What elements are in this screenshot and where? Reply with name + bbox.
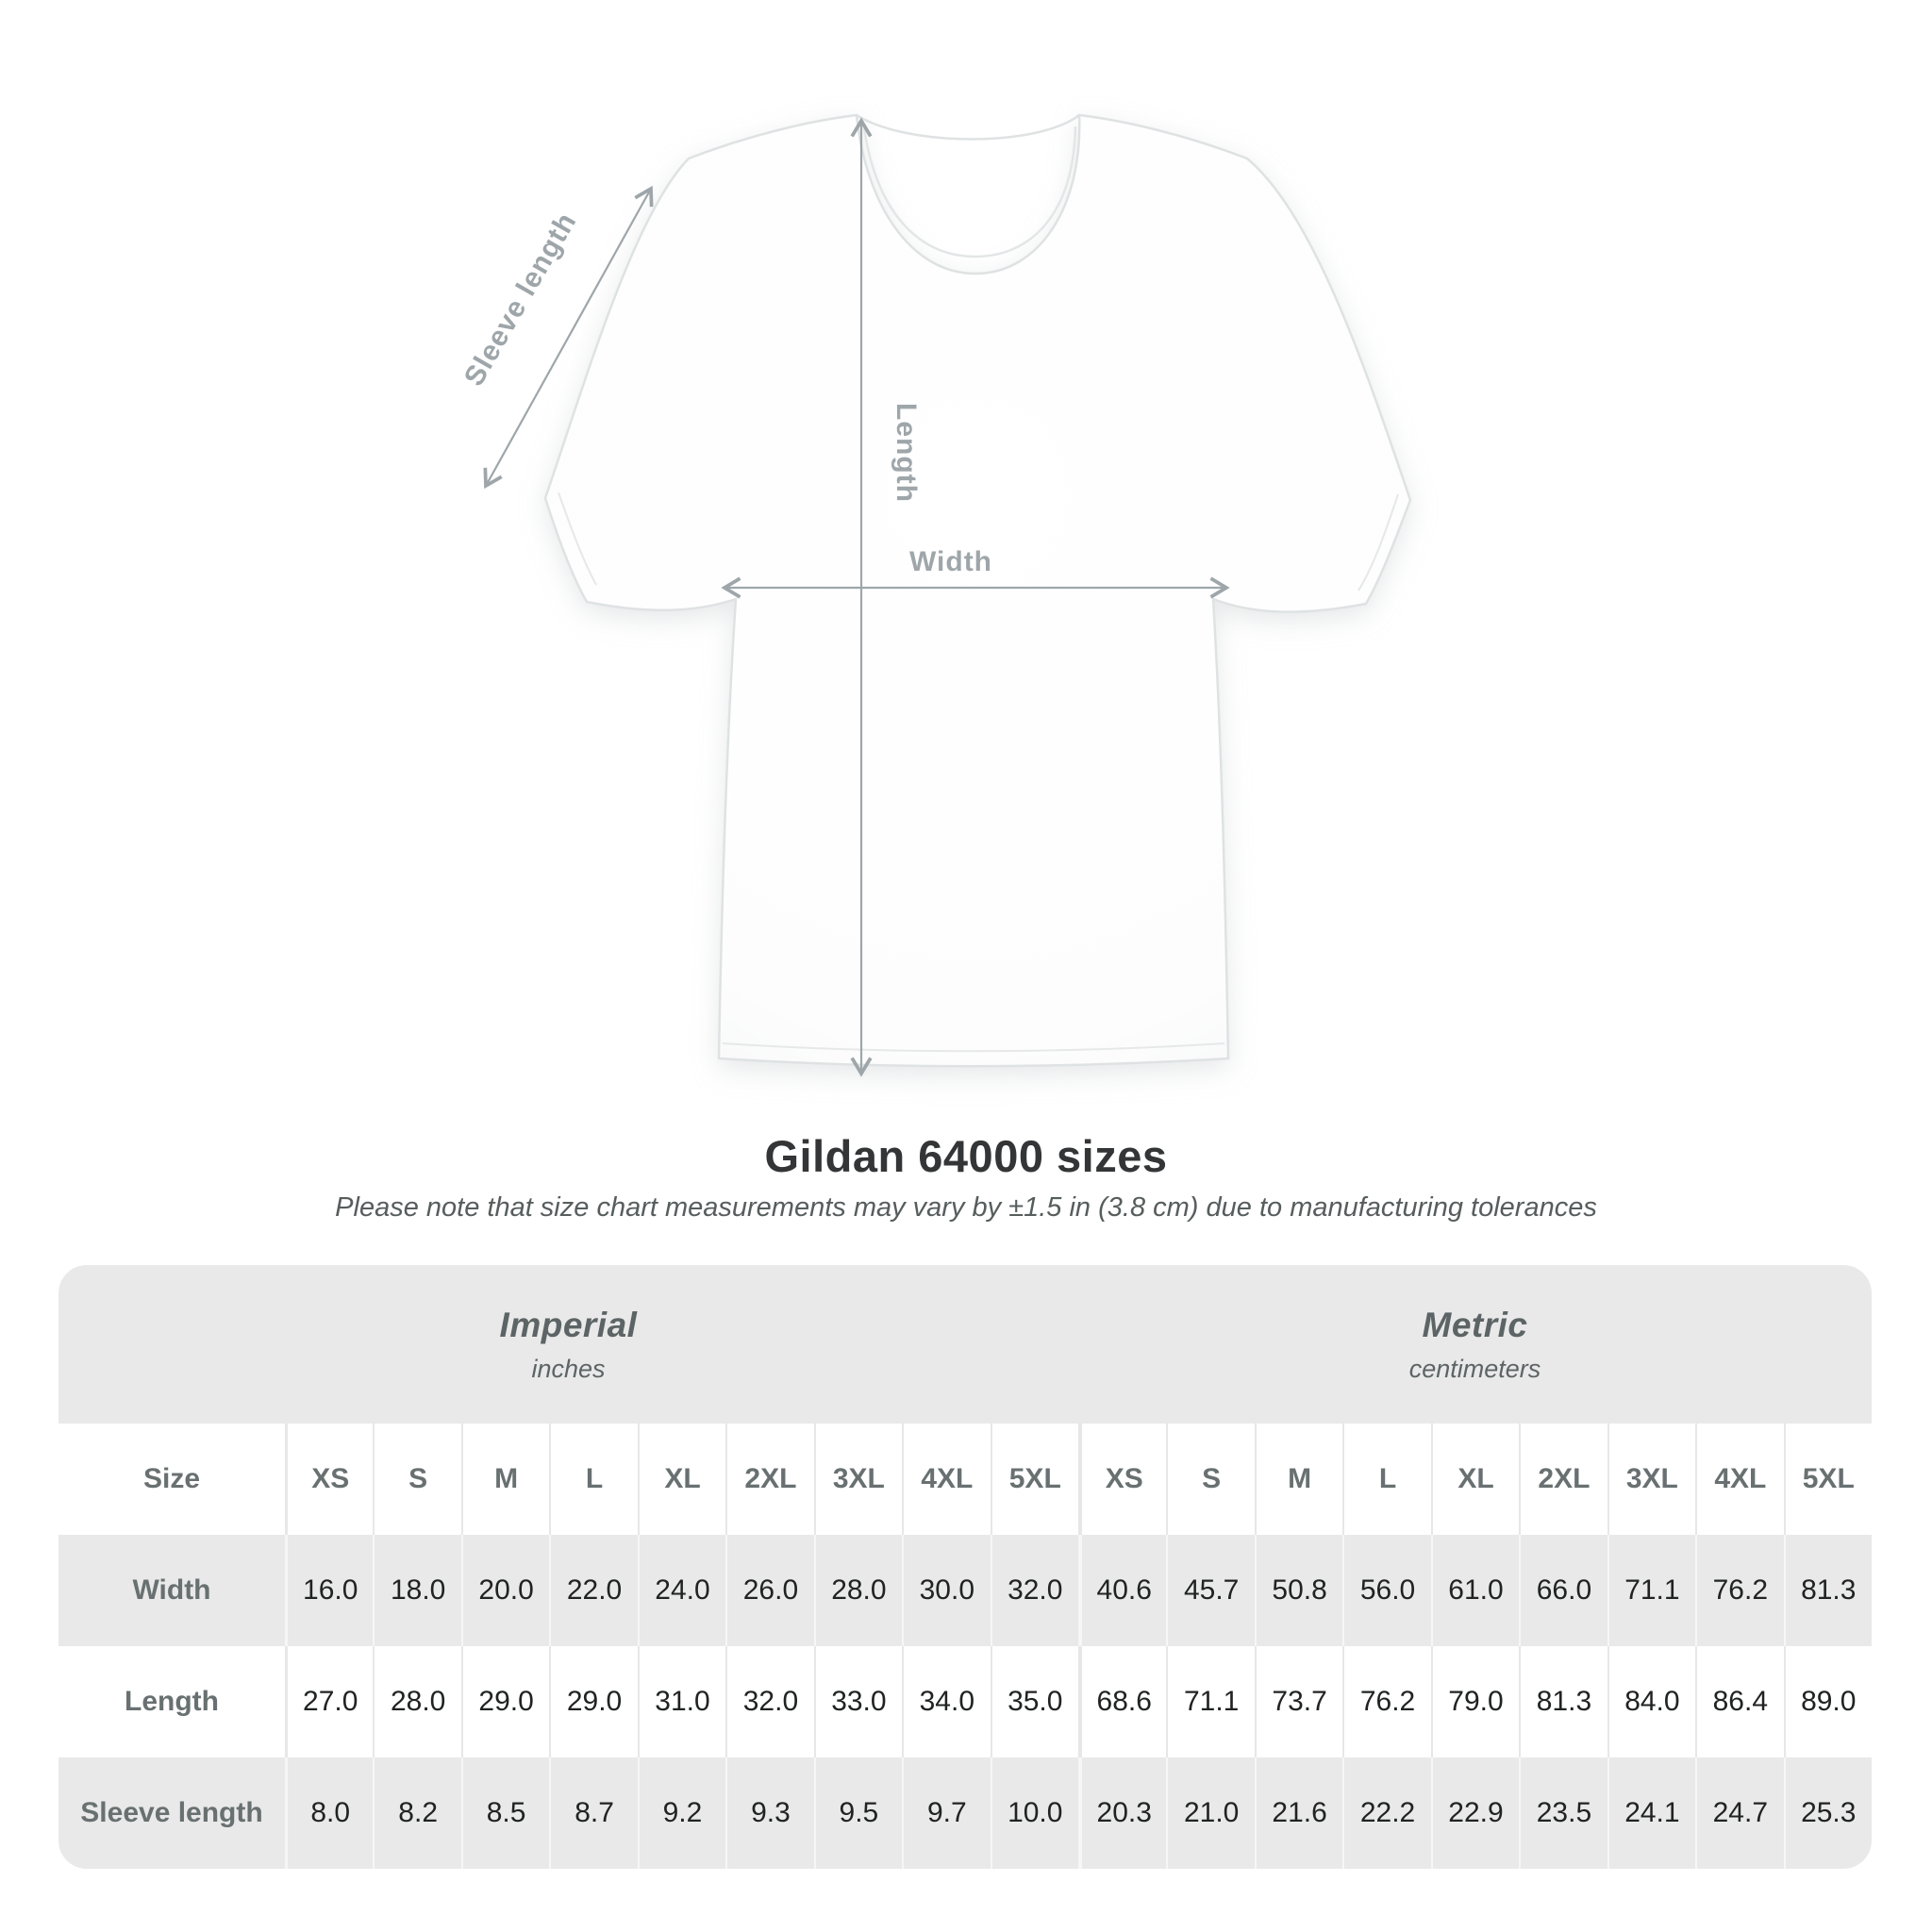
table-cell: 81.3 bbox=[1519, 1646, 1607, 1757]
unit-header-imperial bbox=[58, 1265, 1078, 1424]
table-cell: 68.6 bbox=[1078, 1646, 1166, 1757]
table-cell: 22.0 bbox=[549, 1535, 637, 1646]
table-cell: 29.0 bbox=[549, 1646, 637, 1757]
table-cell: 8.7 bbox=[549, 1757, 637, 1869]
table-cell: 35.0 bbox=[991, 1646, 1078, 1757]
table-cell: XL bbox=[1431, 1424, 1519, 1535]
table-cell: 73.7 bbox=[1255, 1646, 1342, 1757]
table-cell: 24.1 bbox=[1607, 1757, 1695, 1869]
table-cell: 24.7 bbox=[1695, 1757, 1783, 1869]
table-cell: 26.0 bbox=[725, 1535, 813, 1646]
tshirt-diagram bbox=[377, 57, 1557, 1113]
collar-back-line bbox=[857, 115, 1079, 140]
tshirt-shape bbox=[545, 115, 1410, 1066]
table-cell: 30.0 bbox=[902, 1535, 990, 1646]
table-row-length bbox=[58, 1646, 1872, 1757]
size-table bbox=[58, 1265, 1872, 1869]
table-cell: 2XL bbox=[1519, 1424, 1607, 1535]
tolerance-note: Please note that size chart measurements may vary by ±1.5 in (3.8 cm) due to manufacturing tolerances bbox=[335, 1192, 1597, 1223]
sleeve-length-label: Sleeve length bbox=[458, 207, 583, 391]
table-cell: 22.2 bbox=[1342, 1757, 1430, 1869]
table-cell: 32.0 bbox=[725, 1646, 813, 1757]
table-cell: 8.2 bbox=[373, 1757, 460, 1869]
table-cell: 56.0 bbox=[1342, 1535, 1430, 1646]
table-cell: 4XL bbox=[1695, 1424, 1783, 1535]
table-cell: 86.4 bbox=[1695, 1646, 1783, 1757]
size-column-header: Size bbox=[142, 1463, 201, 1494]
table-cell: 81.3 bbox=[1784, 1535, 1872, 1646]
table-cell: 8.0 bbox=[285, 1757, 373, 1869]
table-cell: 23.5 bbox=[1519, 1757, 1607, 1869]
table-cell: 3XL bbox=[814, 1424, 902, 1535]
table-cell: 29.0 bbox=[461, 1646, 549, 1757]
table-cell: 76.2 bbox=[1695, 1535, 1783, 1646]
table-cell: 24.0 bbox=[638, 1535, 725, 1646]
table-row-width bbox=[58, 1535, 1872, 1646]
table-cell: 10.0 bbox=[991, 1757, 1078, 1869]
table-cell: 18.0 bbox=[373, 1535, 460, 1646]
table-cell: 66.0 bbox=[1519, 1535, 1607, 1646]
table-cell: 40.6 bbox=[1078, 1535, 1166, 1646]
table-cell: 25.3 bbox=[1784, 1757, 1872, 1869]
unit-header-metric bbox=[1078, 1265, 1872, 1424]
row-label: Width bbox=[132, 1574, 211, 1606]
width-label: Width bbox=[908, 546, 993, 577]
table-cell: 9.3 bbox=[725, 1757, 813, 1869]
unit-header-band bbox=[58, 1265, 1872, 1424]
table-cell: 45.7 bbox=[1166, 1535, 1254, 1646]
table-cell: 2XL bbox=[725, 1424, 813, 1535]
table-cell: 27.0 bbox=[285, 1646, 373, 1757]
table-cell: 79.0 bbox=[1431, 1646, 1519, 1757]
table-cell: 8.5 bbox=[461, 1757, 549, 1869]
table-cell: 50.8 bbox=[1255, 1535, 1342, 1646]
table-cell: 32.0 bbox=[991, 1535, 1078, 1646]
table-cell: S bbox=[373, 1424, 460, 1535]
table-cell: 31.0 bbox=[638, 1646, 725, 1757]
table-cell: 9.2 bbox=[638, 1757, 725, 1869]
table-cell: 84.0 bbox=[1607, 1646, 1695, 1757]
table-cell: XS bbox=[1078, 1424, 1166, 1535]
table-cell: M bbox=[1255, 1424, 1342, 1535]
table-cell: 9.7 bbox=[902, 1757, 990, 1869]
metric-unit: centimeters bbox=[1408, 1354, 1541, 1383]
table-cell: 20.3 bbox=[1078, 1757, 1166, 1869]
table-cell: 76.2 bbox=[1342, 1646, 1430, 1757]
table-cell: M bbox=[461, 1424, 549, 1535]
table-cell: 22.9 bbox=[1431, 1757, 1519, 1869]
page-title: Gildan 64000 sizes bbox=[764, 1131, 1168, 1181]
tshirt-illustration bbox=[377, 57, 1557, 1113]
table-cell: 28.0 bbox=[814, 1535, 902, 1646]
table-cell: 71.1 bbox=[1166, 1646, 1254, 1757]
table-cell: L bbox=[1342, 1424, 1430, 1535]
table-cell: 21.6 bbox=[1255, 1757, 1342, 1869]
table-cell: XL bbox=[638, 1424, 725, 1535]
row-label: Sleeve length bbox=[80, 1797, 263, 1828]
table-cell: S bbox=[1166, 1424, 1254, 1535]
imperial-title: Imperial bbox=[499, 1305, 638, 1344]
length-label: Length bbox=[891, 403, 922, 503]
metric-title: Metric bbox=[1422, 1305, 1528, 1344]
table-cell: 5XL bbox=[1784, 1424, 1872, 1535]
table-cell: 28.0 bbox=[373, 1646, 460, 1757]
table-cell: XS bbox=[285, 1424, 373, 1535]
table-cell: 71.1 bbox=[1607, 1535, 1695, 1646]
table-cell: 3XL bbox=[1607, 1424, 1695, 1535]
table-cell: 20.0 bbox=[461, 1535, 549, 1646]
table-header-row bbox=[58, 1424, 1872, 1535]
table-cell: 34.0 bbox=[902, 1646, 990, 1757]
table-cell: 33.0 bbox=[814, 1646, 902, 1757]
table-cell: 89.0 bbox=[1784, 1646, 1872, 1757]
table-cell: L bbox=[549, 1424, 637, 1535]
table-cell: 21.0 bbox=[1166, 1757, 1254, 1869]
table-cell: 61.0 bbox=[1431, 1535, 1519, 1646]
row-label: Length bbox=[125, 1686, 219, 1717]
imperial-unit: inches bbox=[531, 1354, 606, 1383]
table-row-sleeve-length bbox=[58, 1757, 1872, 1869]
table-cell: 4XL bbox=[902, 1424, 990, 1535]
table-cell: 5XL bbox=[991, 1424, 1078, 1535]
table-cell: 16.0 bbox=[285, 1535, 373, 1646]
table-cell: 9.5 bbox=[814, 1757, 902, 1869]
